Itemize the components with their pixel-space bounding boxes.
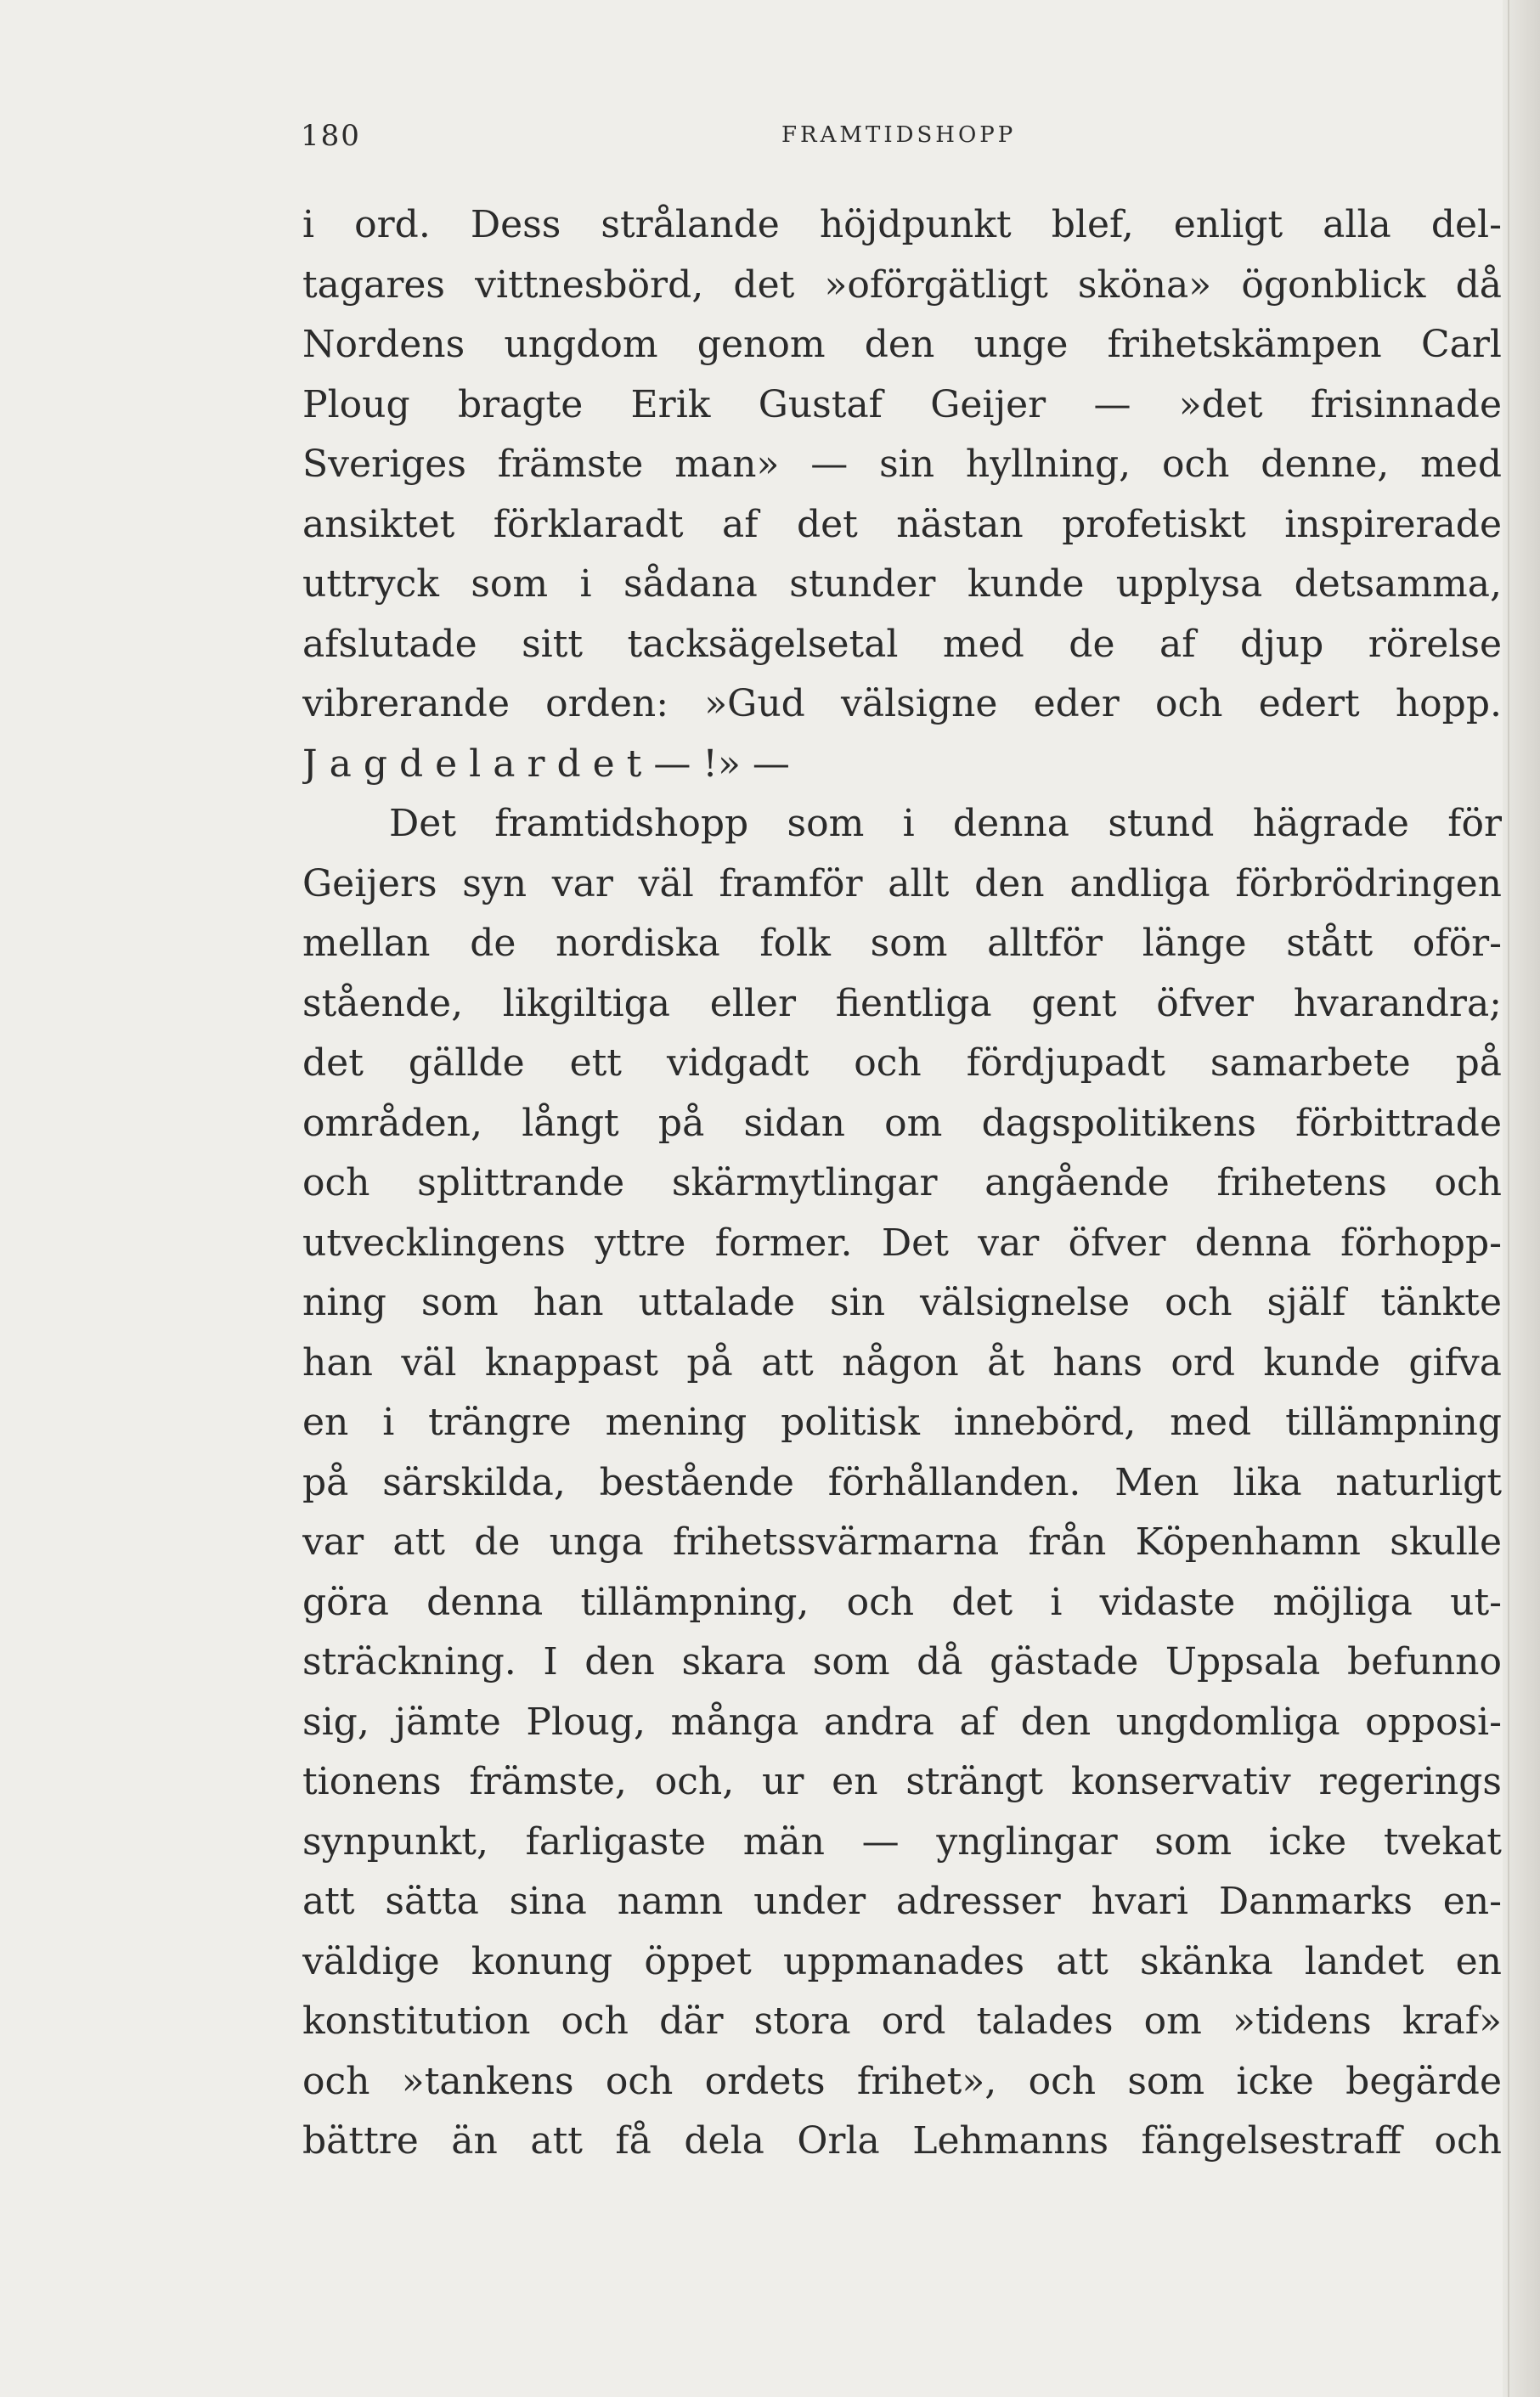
page-edge [1503,0,1540,2397]
body-text [302,195,1502,2172]
text-line: var att de unga frihetssvärmarna från Köpenhamn skulle [302,1520,1502,1564]
text-line: synpunkt, farligaste män — ynglingar som icke tvekat [302,1819,1502,1864]
text-line: och splittrande skärmytlingar angående frihetens och [302,1161,1502,1204]
text-line: sträckning. I den skara som då gästade Uppsala befunno [302,1640,1502,1684]
text-line: han väl knappast på att någon åt hans ord kunde gifva [302,1340,1502,1385]
text-line: tionens främste, och, ur en strängt konservativ regerings [302,1760,1502,1803]
text-line: ning som han uttalade sin välsignelse och själf tänkte [302,1281,1502,1324]
text-line: områden, långt på sidan om dagspolitikens förbittrade [302,1101,1502,1145]
text-line: mellan de nordiska folk som alltför länge stått oför- [302,922,1502,965]
running-head: FRAMTIDSHOPP [781,122,1017,148]
text-line: och »tankens och ordets frihet», och som icke begärde [302,2059,1502,2103]
text-line: Nordens ungdom genom den unge frihetskämpen Carl [302,323,1502,366]
text-line: att sätta sina namn under adresser hvari Danmarks en- [302,1880,1502,1923]
page-header [301,119,1490,161]
text-line: bättre än att få dela Orla Lehmanns fängelsestraff och [302,2119,1502,2163]
text-line: tagares vittnesbörd, det »oförgätligt sköna» ögonblick då [302,262,1502,307]
text-line: på särskilda, bestående förhållanden. Men lika naturligt [302,1460,1502,1504]
text-line: vibrerande orden: »Gud välsigne eder och edert hopp. [302,682,1502,725]
text-line: väldige konung öppet uppmanades att skänka landet en [302,1939,1502,1983]
text-line: utvecklingens yttre former. Det var öfver denna förhopp- [302,1221,1502,1265]
text-line-paragraph-end: J a g d e l a r d e t — !» — [302,742,790,786]
text-line: ansiktet förklaradt af det nästan profetiskt inspirerade [302,502,1502,546]
text-line-paragraph-start: Det framtidshopp som i denna stund hägrade för [389,802,1502,845]
text-line: uttryck som i sådana stunder kunde upplysa detsamma, [302,562,1502,606]
page-number: 180 [301,119,361,153]
text-line: det gällde ett vidgadt och fördjupadt samarbete på [302,1041,1502,1085]
text-line: sig, jämte Ploug, många andra af den ungdomliga opposi- [302,1700,1502,1744]
text-line: Geijers syn var väl framför allt den andliga förbrödringen [302,861,1502,905]
text-line: konstitution och där stora ord talades om »tidens kraf» [302,1999,1502,2043]
text-line: Sveriges främste man» — sin hyllning, och denne, med [302,443,1502,486]
text-line: i ord. Dess strålande höjdpunkt blef, enligt alla del- [302,203,1502,246]
text-line: afslutade sitt tacksägelsetal med de af djup rörelse [302,622,1502,666]
text-line: Ploug bragte Erik Gustaf Geijer — »det frisinnade [302,382,1502,426]
text-line: en i trängre mening politisk innebörd, med tillämpning [302,1401,1502,1444]
text-line: stående, likgiltiga eller fientliga gent öfver hvarandra; [302,981,1502,1025]
text-line: göra denna tillämpning, och det i vidaste möjliga ut- [302,1580,1502,1624]
